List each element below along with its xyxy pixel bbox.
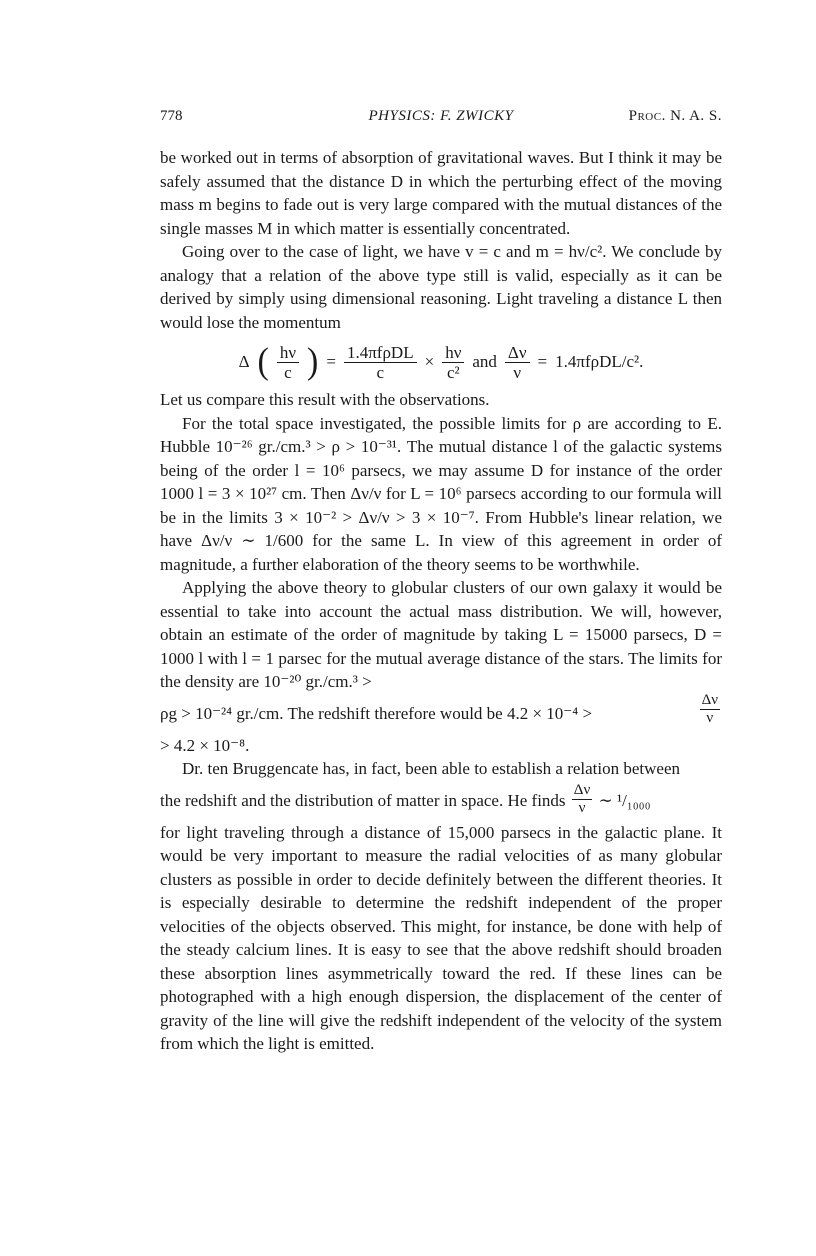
- bruggencate-fraction: [572, 782, 592, 817]
- redshift-fraction: [700, 692, 720, 727]
- journal-name: Proc. N. A. S.: [628, 108, 722, 124]
- paragraph-6b-text: the redshift and the distribution of matter in space. He finds: [160, 790, 566, 810]
- bruggencate-fraction-num: Δν: [573, 782, 591, 799]
- body-text: [160, 146, 722, 1056]
- eq-equals-1: =: [326, 352, 336, 372]
- eq-lhs-fraction: [277, 343, 299, 382]
- eq-fraction-2: [442, 343, 464, 382]
- eq-f2-den: c²: [446, 362, 460, 382]
- eq-fraction-1: [344, 343, 417, 382]
- paragraph-6a: Dr. ten Bruggencate has, in fact, been able to establish a relation between: [182, 759, 681, 778]
- eq-equals-2: =: [537, 352, 548, 372]
- eq-f1-num: 1.4πfρDL: [344, 343, 417, 363]
- eq-f3-num: Δν: [505, 343, 530, 363]
- eq-rhs: 1.4πfρDL/c².: [555, 352, 644, 372]
- eq-delta: Δ: [238, 352, 250, 372]
- paragraph-2: Going over to the case of light, we have v = c and m = hν/c². We conclude by analogy that a relation of the above type still is valid, especially as it can be derived by simply using dimensional reasoning. Light traveling a distance L then would lose the momentum: [160, 242, 722, 332]
- momentum-equation: [160, 340, 722, 384]
- eq-times: ×: [424, 352, 435, 372]
- eq-f2-num: hν: [442, 343, 464, 363]
- eq-and: and: [472, 352, 497, 372]
- paragraph-6c: for light traveling through a distance of 15,000 parsecs in the galactic plane. It would be very important to measure the radial velocities of as many globular clusters as possible in order to decide definitely between the different theories. It is especially desirable to determine the redshift independent of the proper velocities of the objects observed. This might, for instance, be done with help of the steady calcium lines. It is easy to see that the above redshift should broaden these absorption lines asymmetrically toward the red. If these lines can be photographed with a high enough dispersion, the displacement of the center of gravity of the line will give the redshift independent of the velocity of the system from which the light is emitted.: [160, 822, 722, 1053]
- redshift-fraction-num: Δν: [701, 691, 718, 708]
- eq-f3-den: ν: [513, 362, 522, 382]
- paragraph-3: Let us compare this result with the observations.: [160, 390, 490, 409]
- eq-lhs-den: c: [284, 362, 292, 382]
- eq-fraction-3: [505, 343, 530, 382]
- paragraph-6b: [160, 781, 722, 821]
- paragraph-5b-text: ρg > 10⁻²⁴ gr./cm. The redshift therefore would be 4.2 × 10⁻⁴ >: [160, 703, 593, 723]
- eq-f1-den: c: [376, 362, 385, 382]
- paragraph-1: be worked out in terms of absorption of gravitational waves. But I think it may be safely assumed that the distance D in which the perturbing effect of the moving mass m begins to fade out is very large compared with the mutual distances of the single masses M in which matter is essentially concentrated.: [160, 148, 722, 238]
- redshift-fraction-den: ν: [706, 709, 714, 726]
- running-title: PHYSICS: F. ZWICKY: [368, 108, 514, 124]
- eq-close-paren: ): [307, 341, 319, 382]
- paragraph-6b-tail: ∼ ¹/₁₀₀₀: [598, 790, 651, 810]
- paragraph-5c: > 4.2 × 10⁻⁸.: [160, 735, 250, 755]
- bruggencate-fraction-den: ν: [578, 800, 586, 817]
- running-header: [160, 108, 722, 130]
- page-number: 778: [160, 108, 183, 124]
- paragraph-4: For the total space investigated, the possible limits for ρ are according to E. Hubble 10⁻²⁶ gr./cm.³ > ρ > 10⁻³¹. The mutual distance l of the galactic systems being of the order l = 10⁶ parsecs, we may assume D for instance of the order 1000 l = 3 × 10²⁷ cm. Then Δν/ν for L = 10⁶ parsecs according to our formula will be in the limits 3 × 10⁻² > Δν/ν > 3 × 10⁻⁷. From Hubble's linear relation, we have Δν/ν ∼ 1/600 for the same L. In view of this agreement in order of magnitude, a further elaboration of the theory seems to be worthwhile.: [160, 413, 722, 574]
- paragraph-5a: Applying the above theory to globular clusters of our own galaxy it would be essential to take into account the actual mass distribution. We will, however, obtain an estimate of the order of magnitude by taking L = 15000 parsecs, D = 1000 l with l = 1 parsec for the mutual average distance of the stars. The limits for the density are 10⁻²⁰ gr./cm.³ >: [160, 578, 722, 691]
- eq-open-paren: (: [257, 341, 269, 382]
- eq-lhs-num: hν: [277, 343, 299, 363]
- paragraph-5b: [160, 691, 722, 734]
